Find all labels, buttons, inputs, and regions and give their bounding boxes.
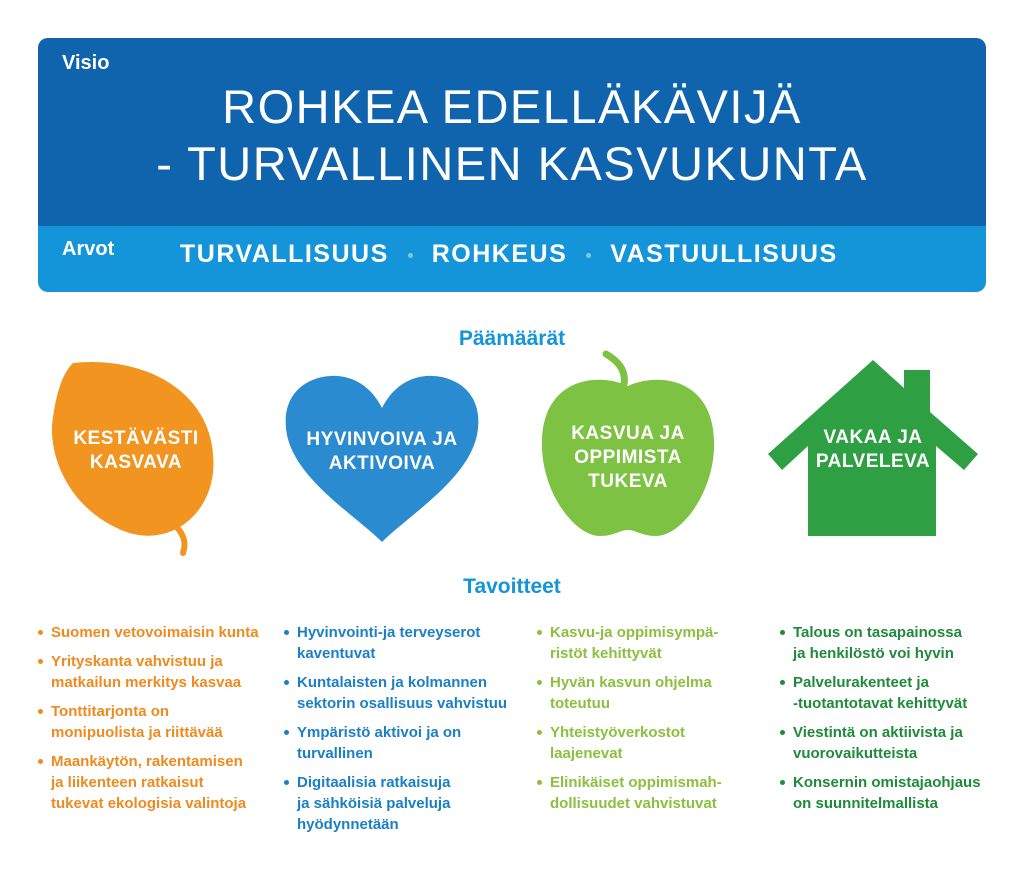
list-item: Kuntalaisten ja kolmannen sektorin osallisuus vahvistuu: [284, 672, 524, 714]
value-item: ROHKEUS: [431, 240, 568, 268]
list-item: Ympäristö aktivoi ja on turvallinen: [284, 722, 524, 764]
values-label: Arvot: [62, 238, 115, 260]
vision-title: [38, 78, 986, 192]
list-item: Talous on tasapainossa ja henkilöstö voi hyvin: [780, 622, 1020, 664]
goal-label: VAKAA JA PALVELEVA: [815, 427, 931, 472]
list-item: Suomen vetovoimaisin kunta: [38, 622, 278, 643]
goal-leaf: [45, 355, 227, 560]
list-item: Elinikäiset oppimismah- dollisuudet vahvistuvat: [537, 772, 777, 814]
targets-column-3: [537, 622, 777, 822]
goal-label: KESTÄVÄSTI KASVAVA: [73, 428, 199, 473]
targets-column-1: [38, 622, 278, 822]
list-item: Kasvu-ja oppimisympä- ristöt kehittyvät: [537, 622, 777, 664]
vision-label: Visio: [62, 52, 110, 74]
value-item: TURVALLISUUS: [180, 240, 389, 268]
list-item: Digitaalisia ratkaisuja ja sähköisiä palveluja hyödynnetään: [284, 772, 524, 835]
list-item: Palvelurakenteet ja -tuotantotavat kehittyvät: [780, 672, 1020, 714]
list-item: Yhteistyöverkostot laajenevat: [537, 722, 777, 764]
goal-label: HYVINVOIVA JA AKTIVOIVA: [306, 429, 458, 474]
goals-heading: Päämäärät: [458, 327, 566, 350]
vision-title-line-2: - TURVALLINEN KASVUKUNTA: [156, 137, 868, 190]
goal-house: [766, 358, 980, 538]
goal-heart: [282, 372, 482, 544]
targets-column-4: [780, 622, 1020, 822]
list-item: Yrityskanta vahvistuu ja matkailun merkitys kasvaa: [38, 651, 278, 693]
targets-heading: Tavoitteet: [463, 575, 561, 598]
value-item: VASTUULLISUUS: [610, 240, 838, 268]
values-list: [180, 240, 838, 269]
vision-title-line-1: ROHKEA EDELLÄKÄVIJÄ: [222, 80, 802, 133]
separator-dot: [586, 253, 591, 258]
list-item: Hyvän kasvun ohjelma toteutuu: [537, 672, 777, 714]
list-item: Hyvinvointi-ja terveyserot kaventuvat: [284, 622, 524, 664]
goal-label: KASVUA JA OPPIMISTA TUKEVA: [571, 423, 685, 492]
list-item: Tonttitarjonta on monipuolista ja riittävää: [38, 701, 278, 743]
list-item: Viestintä on aktiivista ja vuorovaikutteista: [780, 722, 1020, 764]
goal-apple: [538, 350, 718, 538]
list-item: Konsernin omistajaohjaus on suunnitelmallista: [780, 772, 1020, 814]
vision-banner: [38, 38, 986, 292]
separator-dot: [408, 253, 413, 258]
list-item: Maankäytön, rakentamisen ja liikenteen ratkaisut tukevat ekologisia valintoja: [38, 751, 278, 814]
targets-column-2: [284, 622, 524, 843]
